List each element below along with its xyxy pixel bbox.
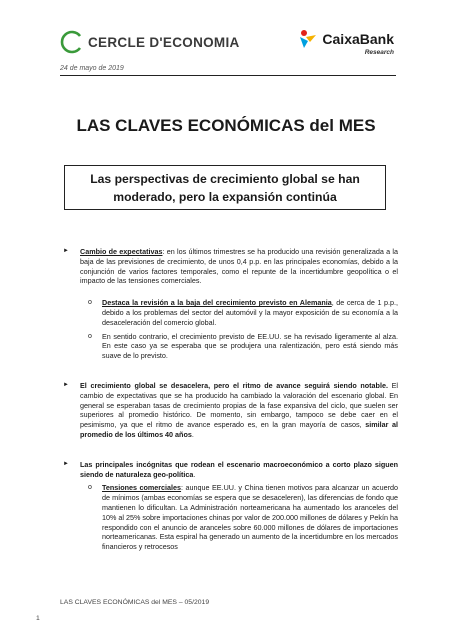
header-divider — [60, 75, 396, 76]
bullet-bold-text: Las principales incógnitas que rodean el escenario macroeconómico a corto plazo siguen siendo de naturaleza geo-política — [80, 459, 398, 479]
bullet-bold-text: El crecimiento global se desacelera, pero el ritmo de avance seguirá siendo notable. — [80, 380, 388, 390]
cercle-economia-logo — [60, 28, 240, 56]
page-number: 1 — [36, 615, 40, 622]
sub-bullet-bold-text: Destaca la revisión a la baja del crecimiento previsto en Alemania — [102, 298, 332, 308]
bullet-end: . — [191, 429, 194, 439]
body-content — [60, 247, 398, 556]
bullet-text: : en los últimos trimestres se ha producido una revisión generalizada a la baja de las previsiones de crecimiento, de unos 0,4 p.p. en las principales economías, debido a la conjunción de varios factores temporales, como el repunte de la incertidumbre geopolítica o el impacto de las tensiones comerciales. — [80, 247, 398, 286]
sub-bullet-text: , de cerca de 1 p.p., debido a los problemas del sector del automóvil y la mayor exposición de su economía a la desaceleración del comercio global. — [102, 298, 399, 327]
caixabank-logo — [297, 28, 394, 56]
bullet-text: . — [193, 469, 196, 479]
page-title: LAS CLAVES ECONÓMICAS del MES — [76, 116, 376, 135]
publication-date: 24 de mayo de 2019 — [60, 65, 124, 72]
sub-bullet-bold-text: Tensiones comerciales — [102, 483, 182, 493]
triangle-bullet-icon: ► — [63, 248, 69, 254]
bullet-item — [60, 381, 398, 440]
sub-bullet-item — [60, 332, 398, 361]
sub-bullet-text: En sentido contrario, el crecimiento previsto de EE.UU. se ha revisado ligeramente al alza. En este caso ya se esperaba que se produjera una ralentización, pero está siendo más suave de lo previsto. — [102, 331, 398, 361]
triangle-bullet-icon: ► — [63, 381, 69, 388]
circle-bullet-icon: o — [88, 484, 92, 492]
triangle-bullet-icon: ► — [63, 460, 69, 467]
caixabank-logo-text: CaixaBank — [322, 31, 394, 47]
bullet-bold-end: similar al promedio de los últimos 40 años — [80, 420, 398, 439]
cercle-logo-text: CERCLE D'ECONOMIA — [88, 34, 240, 50]
bullet-text: El cambio de expectativas que se ha producido ha cambiado la valoración del escenario global. En general se esperaban tasas de crecimiento propias de la fase expansiva del ciclo, que suelen ser superiores al promedio histórico. De momento, sin embargo, tampoco se debe caer en el pesimismo, ya que el ritmo de avance esperado es, en la gran mayoría de casos, — [80, 380, 399, 430]
caixabank-research-label: Research — [364, 49, 394, 56]
subtitle-box — [64, 165, 386, 210]
caixabank-star-icon — [297, 28, 319, 50]
page-footer: LAS CLAVES ECONÓMICAS del MES – 05/2019 — [60, 599, 210, 606]
cercle-circle-icon — [60, 30, 84, 54]
sub-bullet-item — [60, 298, 398, 327]
circle-bullet-icon: o — [88, 299, 92, 307]
subtitle-text: Las perspectivas de crecimiento global se han moderado, pero la expansión continúa — [90, 171, 360, 204]
bullet-item — [60, 247, 398, 286]
circle-bullet-icon: o — [88, 332, 92, 340]
bullet-bold-text: Cambio de expectativas — [80, 247, 163, 256]
bullet-item — [60, 460, 398, 480]
sub-bullet-item — [60, 483, 398, 552]
sub-bullet-text: : aunque EE.UU. y China tienen motivos para alcanzar un acuerdo de mínimos (ambas economías se espera que se desaceleren), las diferencias de fondo que mantienen lo dificultan. La Administración norteamericana ha aumentado los aranceles del 10% al 25% sobre importaciones chinas por valor de 200.000 millones de dólares y Pekín ha respondido con el anuncio de aranceles sobre 60.000 millones de dólares de importaciones norteamericanas. Esta espiral ha generado un aumento de la incertidumbre en los mercados financieros y retrocesos — [102, 483, 398, 552]
